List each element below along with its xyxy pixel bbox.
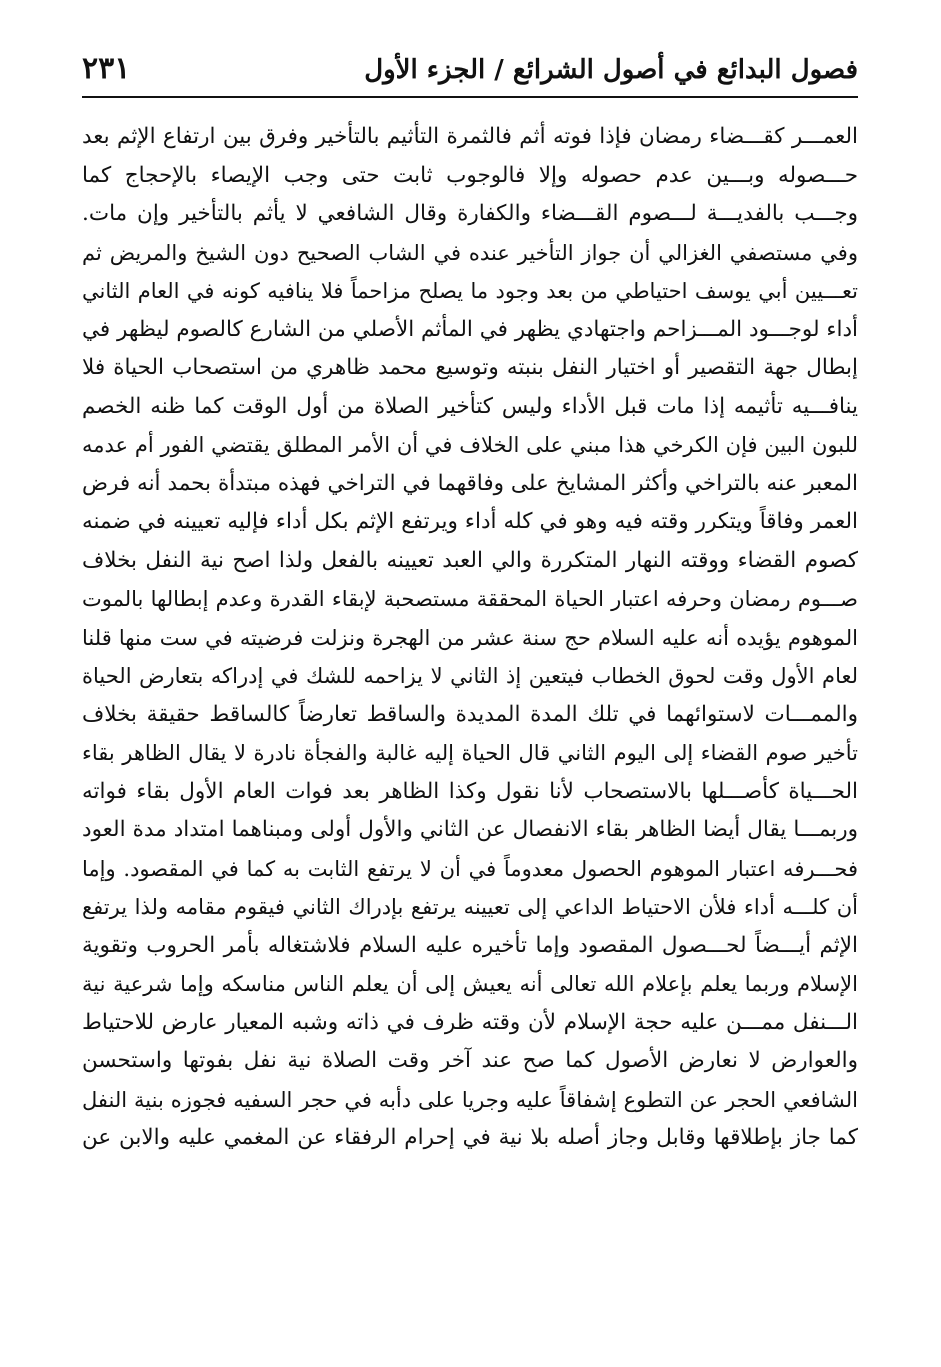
- text-line: أداء لوجـــود المـــزاحم واجتهادي يظهر في المأثم الأصلي من الشارع كالصوم ليظهر في: [82, 316, 858, 342]
- text-line: الـــنفل ممـــن عليه حجة الإسلام لأن وقته ظرف في ذاته وشبه المعيار عارض للاحتياط: [82, 1009, 858, 1035]
- text-line: الشافعي الحجر عن التطوع إشفاقاً عليه وجريا على دأبه في حجر السفيه فجوزه بنية النفل: [82, 1087, 858, 1112]
- running-header: [82, 50, 858, 94]
- page-number: ٢٣١: [82, 51, 131, 86]
- text-line: العمـــر كقـــضاء رمضان فإذا فوته أثم فالثمرة التأثيم بالتأخير وفرق بين ارتفاع الإثم بعد: [82, 124, 858, 149]
- header-divider: [82, 96, 858, 98]
- text-line: حـــصوله وبـــين عدم حصوله وإلا فالوجوب ثابت حتى وجب الإيصاء بالإحجاج كما: [82, 162, 858, 188]
- text-line: تعـــيين أبي يوسف احتياطي من بعد وجود ما يصلح مزاحماً فلا ينافيه كونه في العام الثاني: [82, 279, 858, 303]
- text-line: كصوم القضاء ووقته النهار المتكررة والي العبد تعيينه بالفعل ولذا اصح نية النفل بخلاف: [82, 547, 858, 573]
- text-line: لعام الأول وقت لحوق الخطاب فيتعين إذ الثاني لا يزاحمه للشك في إدراكه بتعارض الحياة: [82, 664, 858, 688]
- text-line: صـــوم رمضان وحرفه اعتبار الحياة المحققة مستصحبة لإبقاء القدرة وعدم إبطالها بالموت: [82, 587, 858, 611]
- text-line: وجـــب بالفديـــة لـــصوم القـــضاء والكفارة وقال الشافعي لا يأثم بالتأخير وإن مات.: [82, 201, 858, 226]
- text-line: ينافـــيه تأثيمه إذا مات قبل الأداء وليس كتأخير الصلاة من أول الوقت كما ظنه الخصم: [82, 393, 858, 419]
- text-line: أن كلـــه أداء فلأن الاحتياط الداعي إلى تعيينه يرتفع بإدراك الثاني فيقوم مقامه ولذا يرتفع: [82, 895, 858, 919]
- text-line: الحـــياة كأصـــلها بالاستصحاب لأنا نقول وكذا الظاهر بعد فوات العام الأول بقاء فواته: [82, 778, 858, 804]
- text-line: والعوارض لا نعارض الأصول كما صح عند آخر وقت الصلاة نية نفل بفوتها واستحسن: [82, 1048, 858, 1073]
- text-line: إبطال جهة التقصير أو اختيار النفل بنبته وتوسيع محمد ظاهري من استصحاب الحياة فلا: [82, 355, 858, 380]
- text-line: تأخير صوم القضاء إلى اليوم الثاني قال الحياة إليه غالبة والفجأة نادرة لا يقال الظاهر بقاء: [82, 741, 858, 765]
- text-line: والممـــات لاستوائهما في تلك المدة المديدة والساقط تعارضاً كالساقط حقيقة بخلاف: [82, 701, 858, 727]
- text-line: وربمـــا يقال أيضا الظاهر بقاء الانفصال عن الثاني والأول أولى ومبناهما امتداد مدة العود: [82, 817, 858, 842]
- text-line: للبون البين فإن الكرخي هذا مبني على الخلاف في أن الأمر المطلق يقتضي الفور أم عدمه: [82, 433, 858, 457]
- text-line: الإسلام وربما يعلم بإعلام الله تعالى أنه يعيش إلى أن يعلم الناس مناسكه وإما شرعية نية: [82, 972, 858, 996]
- text-line: العمر وفاقاً ويتكرر وقته فيه وهو في كله أداء ويرتفع الإثم بكل أداء فإليه تعيينه في ضمنه: [82, 509, 858, 534]
- text-line: وفي مستصفي الغزالي أن جواز التأخير عنده في الشاب الصحيح دون الشيخ والمريض ثم: [82, 240, 858, 265]
- text-line: الموهوم يؤيده أنه عليه السلام حج سنة عشر من الهجرة ونزلت فرضيته في ست منها قلنا: [82, 625, 858, 650]
- text-line: الإثم أيـــضاً لحـــصول المقصود وإما تأخيره عليه السلام فلاشتغاله بأمر الحروب وتقوية: [82, 932, 858, 958]
- text-line: فحـــرفه اعتبار الموهوم الحصول معدوماً في أن لا يرتفع الثابت به كما في المقصود. وإما: [82, 856, 858, 881]
- text-line: المعبر عنه بالتراخي وأكثر المشايخ على وفاقهما في التراخي فهذه مبتدأة بحمد أنه فرض: [82, 470, 858, 496]
- text-line: كما جاز بإطلاقها وقابل وجاز أصله بلا نية في إحرام الرفقاء عن المغمي عليه والابن عن: [82, 1125, 858, 1150]
- header-title: فصول البدائع في أصول الشرائع / الجزء الأول: [364, 55, 858, 85]
- body-text: [82, 118, 858, 1158]
